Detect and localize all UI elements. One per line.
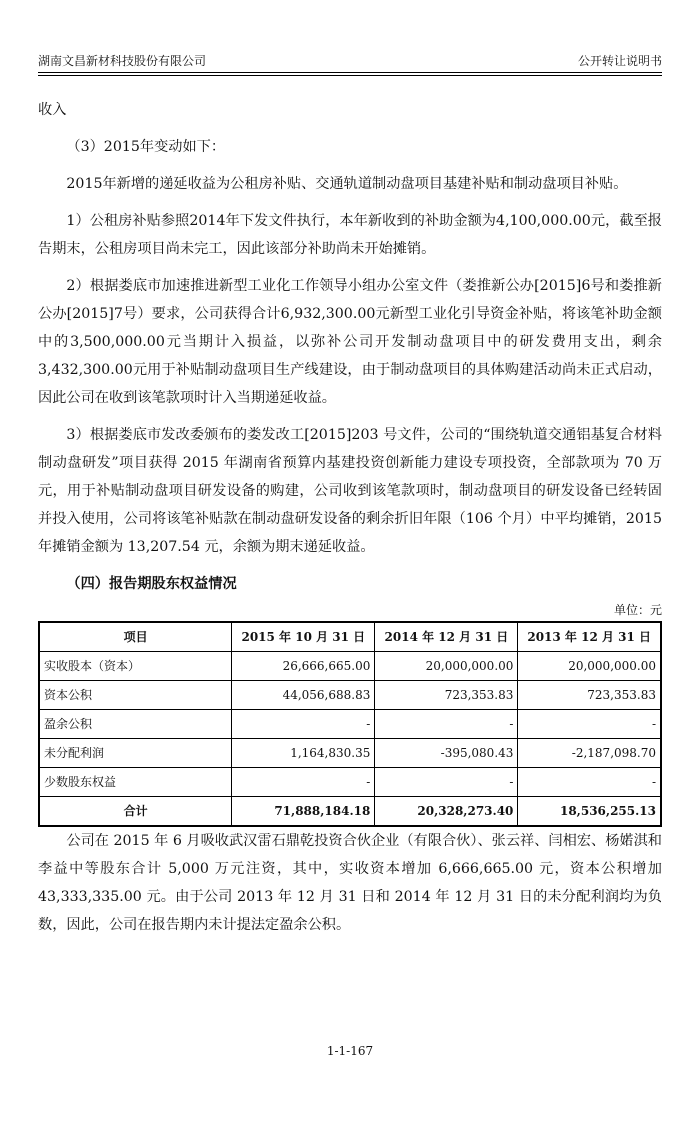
unit-label: 单位：元 bbox=[613, 603, 662, 617]
cell-value: 20,000,000.00 bbox=[375, 652, 518, 681]
header-divider bbox=[38, 75, 662, 76]
row-label: 实收股本（资本） bbox=[39, 652, 232, 681]
cell-value: -2,187,098.70 bbox=[518, 739, 661, 768]
cell-value-total: 20,328,273.40 bbox=[375, 797, 518, 827]
cell-value: 723,353.83 bbox=[375, 681, 518, 710]
equity-table bbox=[38, 621, 662, 827]
page-header bbox=[38, 50, 662, 73]
paragraph-new-deferred-income: 2015年新增的递延收益为公租房补贴、交通轨道制动盘项目基建补贴和制动盘项目补贴。 bbox=[66, 176, 628, 192]
col-header-2014: 2014 年 12 月 31 日 bbox=[375, 622, 518, 652]
table-row bbox=[39, 710, 661, 739]
row-label: 盈余公积 bbox=[39, 710, 232, 739]
paragraph-housing-subsidy: 1）公租房补贴参照2014年下发文件执行，本年新收到的补助金额为4,100,000.00元，截至报告期末，公租房项目尚未完工，因此该部分补助尚未开始摊销。 bbox=[38, 213, 662, 257]
cell-value: - bbox=[375, 710, 518, 739]
col-header-2015: 2015 年 10 月 31 日 bbox=[232, 622, 375, 652]
cell-value: 26,666,665.00 bbox=[232, 652, 375, 681]
paragraph-2015-changes: （3）2015年变动如下： bbox=[66, 139, 226, 155]
cell-value: -395,080.43 bbox=[375, 739, 518, 768]
col-header-item: 项目 bbox=[39, 622, 232, 652]
row-label: 资本公积 bbox=[39, 681, 232, 710]
cell-value-total: 18,536,255.13 bbox=[518, 797, 661, 827]
row-label: 未分配利润 bbox=[39, 739, 232, 768]
cell-value: - bbox=[232, 768, 375, 797]
table-row bbox=[39, 652, 661, 681]
cell-value: - bbox=[518, 710, 661, 739]
cell-value: 723,353.83 bbox=[518, 681, 661, 710]
row-label: 少数股东权益 bbox=[39, 768, 232, 797]
table-row bbox=[39, 739, 661, 768]
paragraph-brake-disc-subsidy: 3）根据娄底市发改委颁布的娄发改工[2015]203 号文件，公司的“围绕轨道交通铝基复合材料制动盘研发”项目获得 2015 年湖南省预算内基建投资创新能力建设专项投资，全部款项为 70 万元，用于补贴制动盘项目研发设备的购建，公司收到该笔款项时，制动盘项目的研发设备已经转固并投入使用，公司将该笔补贴款在制动盘研发设备的剩余折旧年限（106 个月）中平均摊销，2015 年摊销金额为 13,207.54 元，余额为期末递延收益。 bbox=[38, 427, 662, 555]
cell-value: 1,164,830.35 bbox=[232, 739, 375, 768]
paragraph-continuation: 收入 bbox=[38, 102, 67, 118]
page-number: 1-1-167 bbox=[326, 1044, 374, 1058]
table-row bbox=[39, 768, 661, 797]
page-content bbox=[38, 96, 662, 948]
table-header-row bbox=[39, 622, 661, 652]
section-title: （四）报告期股东权益情况 bbox=[66, 576, 237, 592]
paragraph-industrialization-subsidy: 2）根据娄底市加速推进新型工业化工作领导小组办公室文件（娄推新公办[2015]6号和娄推新公办[2015]7号）要求，公司获得合计6,932,300.00元新型工业化引导资金补贴，将该笔补助金额中的3,500,000.00元当期计入损益，以弥补公司开发制动盘项目中的研发费用支出，剩余3,432,300.00元用于补贴制动盘项目生产线建设，由于制动盘项目的具体购建活动尚未正式启动，因此公司在收到该笔款项时计入当期递延收益。 bbox=[38, 278, 662, 406]
cell-value: - bbox=[518, 768, 661, 797]
table-total-row bbox=[39, 797, 661, 827]
header-doc-type: 公开转让说明书 bbox=[577, 54, 662, 68]
row-label-total: 合计 bbox=[39, 797, 232, 827]
cell-value: 44,056,688.83 bbox=[232, 681, 375, 710]
cell-value: - bbox=[375, 768, 518, 797]
header-company: 湖南文昌新材科技股份有限公司 bbox=[38, 54, 207, 68]
table-row bbox=[39, 681, 661, 710]
paragraph-capital-injection: 公司在 2015 年 6 月吸收武汉雷石鼎乾投资合伙企业（有限合伙）、张云祥、闫相宏、杨婼淇和李益中等股东合计 5,000 万元注资，其中，实收资本增加 6,666,665.00 元，资本公积增加 43,333,335.00 元。由于公司 2013 年 12 月 31 日和 2014 年 12 月 31 日的未分配利润均为负数，因此，公司在报告期内未计提法定盈余公积。 bbox=[38, 833, 662, 933]
cell-value: - bbox=[232, 710, 375, 739]
cell-value-total: 71,888,184.18 bbox=[232, 797, 375, 827]
col-header-2013: 2013 年 12 月 31 日 bbox=[518, 622, 661, 652]
cell-value: 20,000,000.00 bbox=[518, 652, 661, 681]
